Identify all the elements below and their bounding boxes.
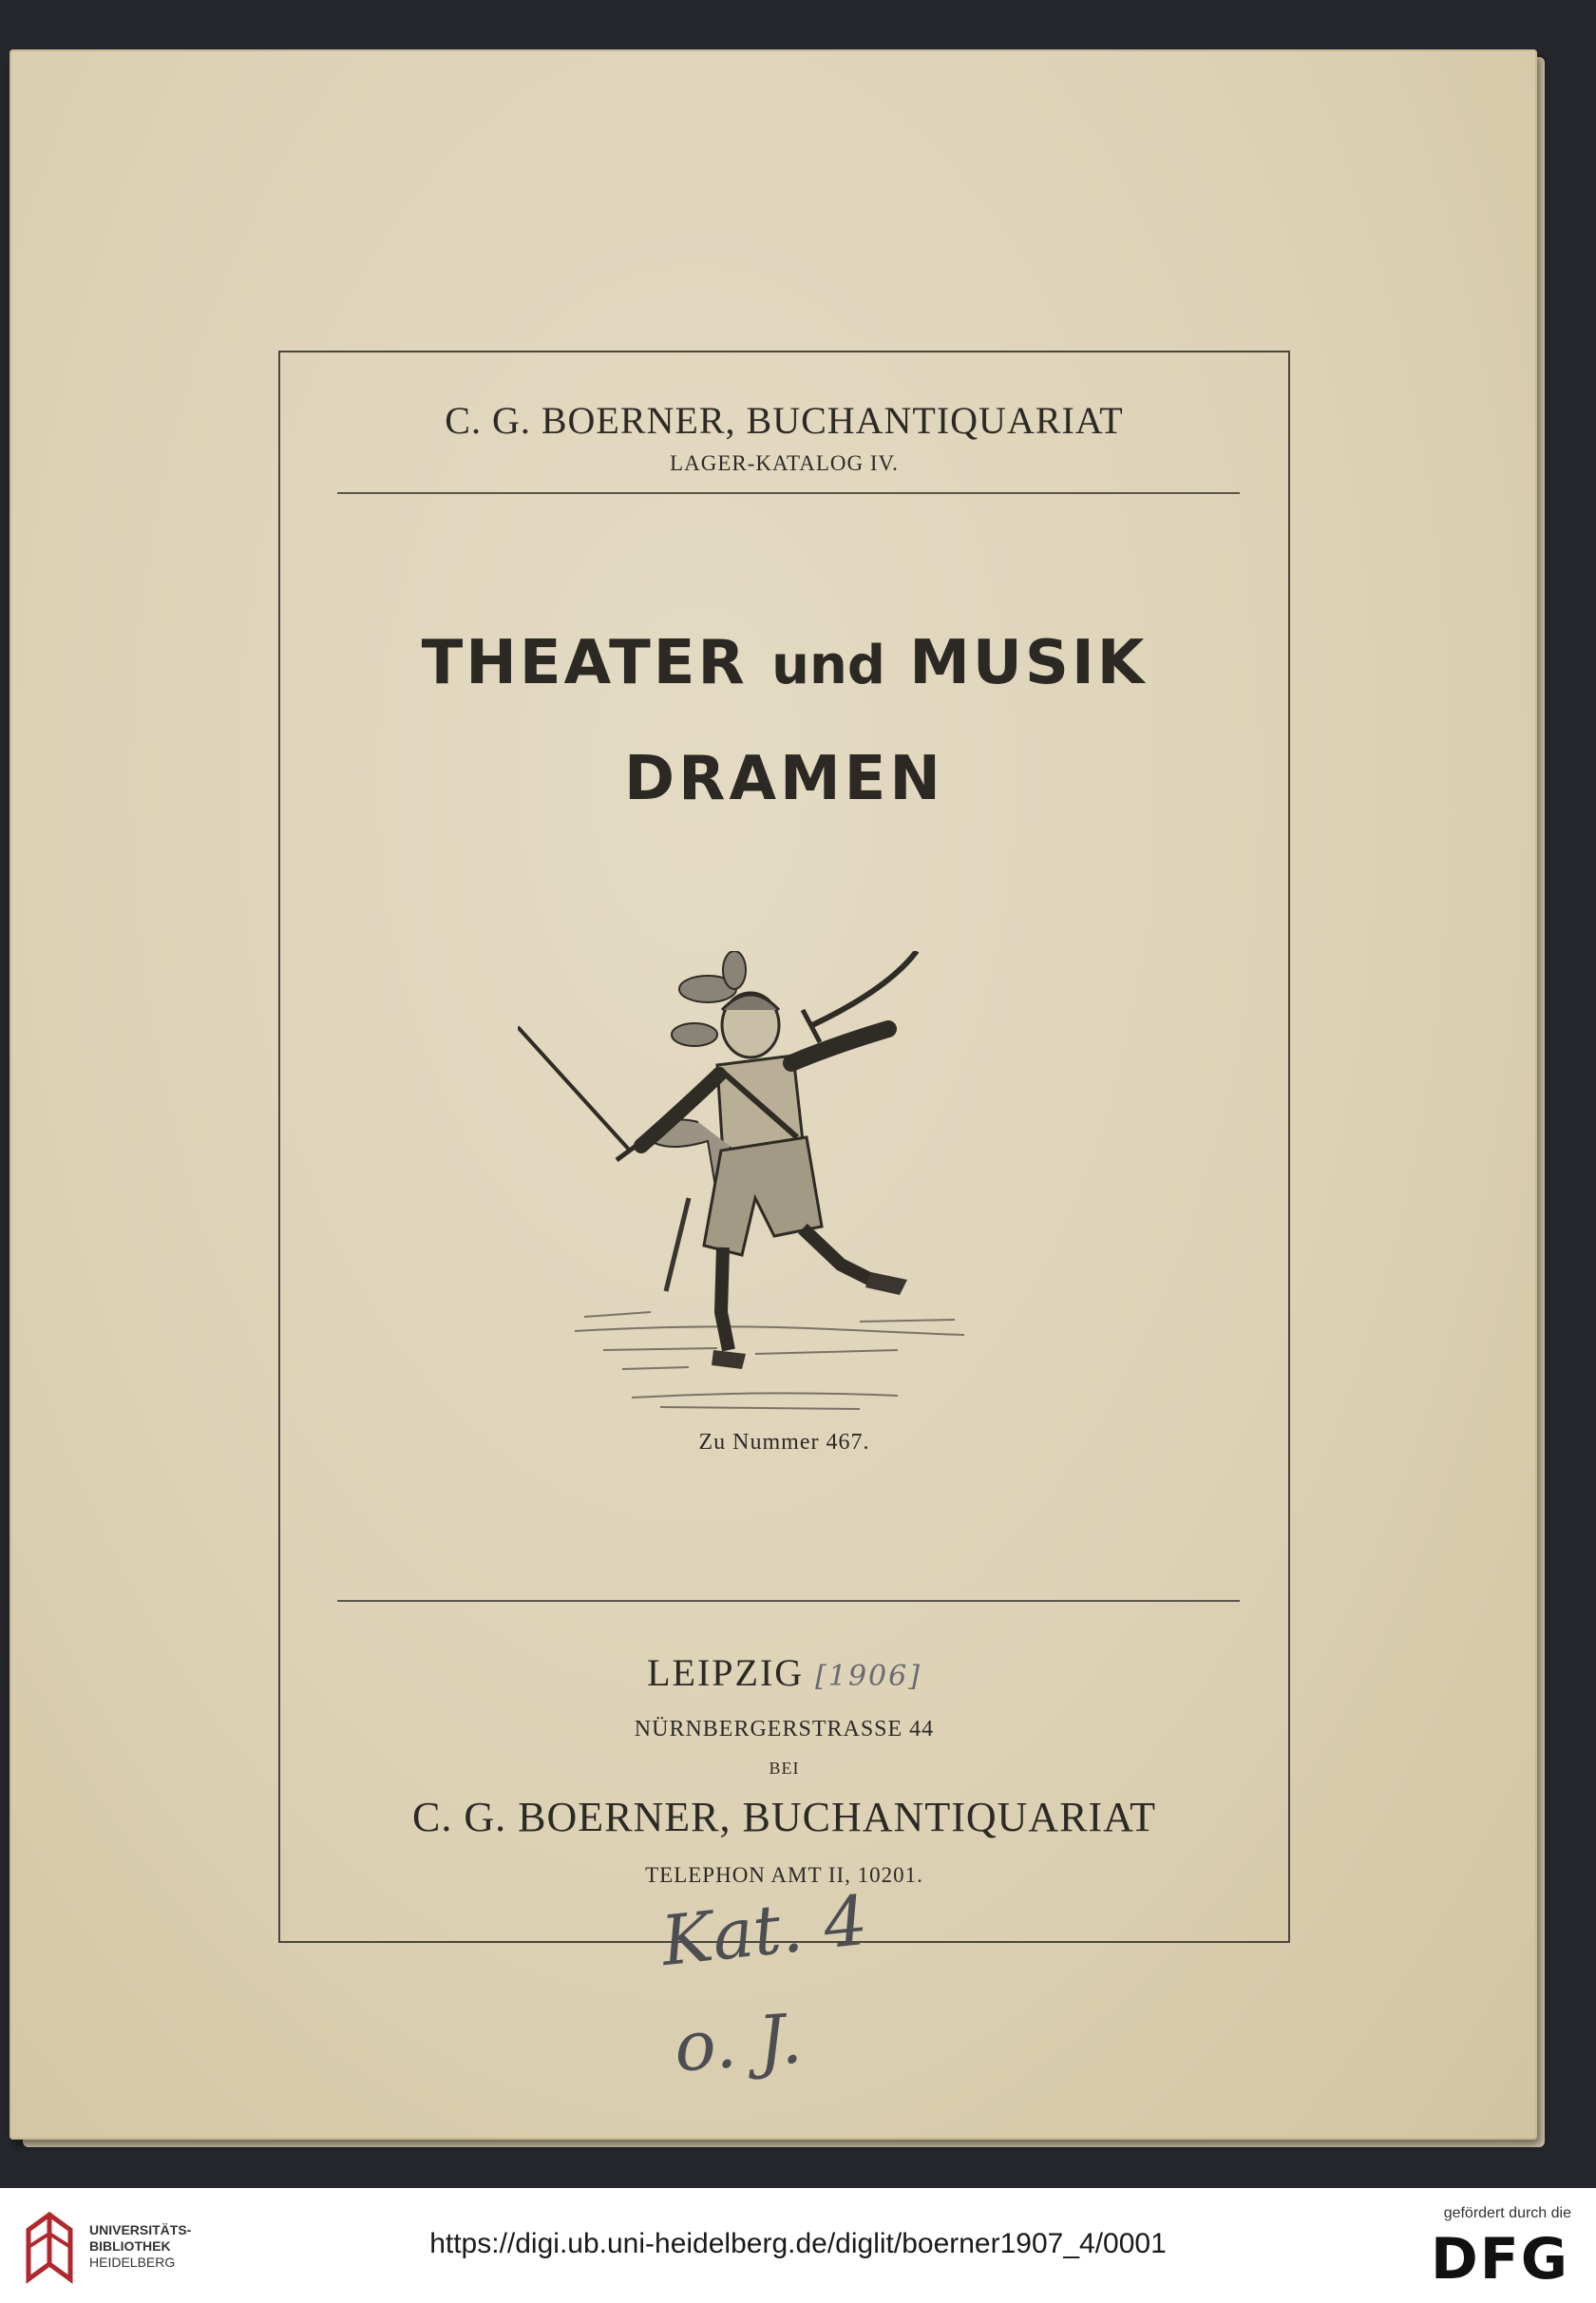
title-musik: MUSIK [909, 628, 1148, 698]
telephone-line: TELEPHON AMT II, 10201. [645, 1863, 923, 1887]
header-rule [337, 492, 1240, 494]
institution-line-3: HEIDELBERG [89, 2255, 176, 2270]
handwritten-note: o. J. [672, 1998, 805, 2087]
institution-line-2: BIBLIOTHEK [89, 2238, 171, 2254]
viewer-footer [0, 2188, 1596, 2303]
permalink-url[interactable]: https://digi.ub.uni-heidelberg.de/diglit/boerner1907_4/0001 [429, 2228, 1167, 2259]
bei-label: BEI [769, 1759, 800, 1778]
main-title [280, 628, 1288, 698]
publisher-footer: C. G. BOERNER, BUCHANTIQUARIAT [412, 1794, 1156, 1840]
city-date-annotation: [1906] [815, 1660, 922, 1693]
subtitle-dramen: DRAMEN [624, 744, 944, 814]
publisher-header: C. G. BOERNER, BUCHANTIQUARIAT [445, 399, 1124, 442]
title-und: und [771, 635, 885, 696]
funding-note: gefördert durch die [1443, 2205, 1571, 2221]
street-address: NÜRNBERGERSTRASSE 44 [634, 1717, 935, 1742]
title-theater: THEATER [421, 628, 748, 698]
footer-rule [337, 1600, 1240, 1602]
cover-frame [278, 351, 1290, 1943]
city-line [280, 1650, 1288, 1695]
institution-line-1: UNIVERSITÄTS- [89, 2222, 192, 2237]
city: LEIPZIG [647, 1651, 805, 1694]
catalog-cover [10, 49, 1537, 2140]
catalog-number: LAGER-KATALOG IV. [670, 451, 899, 475]
dfg-logo: DFG [1430, 2226, 1569, 2293]
handwritten-shelfmark: Kat. 4 [657, 1879, 872, 1982]
fencer-illustration [518, 951, 1050, 1426]
illustration-caption: Zu Nummer 467. [698, 1430, 870, 1455]
